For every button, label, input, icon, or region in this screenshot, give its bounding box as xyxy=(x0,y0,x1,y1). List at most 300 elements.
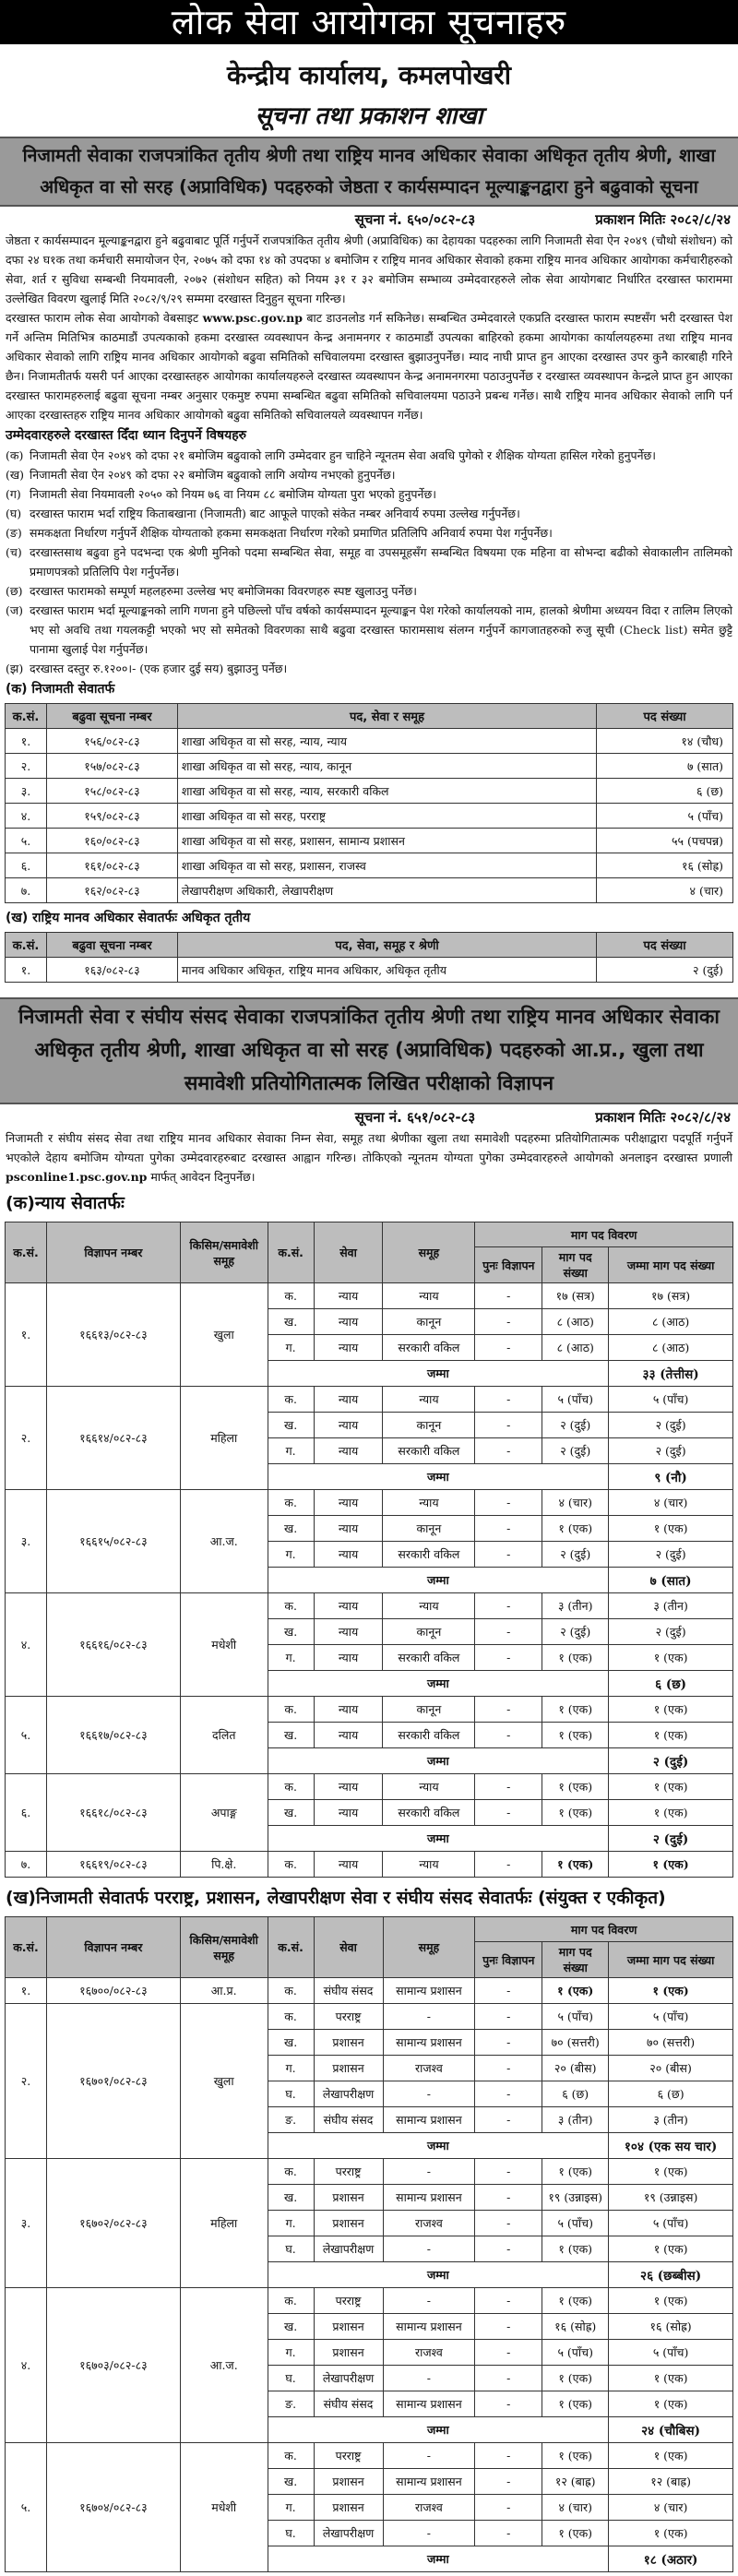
advertisement-number: १६७०३/०८२-८३ xyxy=(46,2288,180,2443)
serial-number: ५. xyxy=(6,829,47,853)
re-advertised: - xyxy=(475,1490,542,1516)
total-post-count: १२ (बाह्र) xyxy=(609,2469,733,2495)
table-row xyxy=(6,829,733,853)
inclusion-group: महिला xyxy=(180,1387,268,1490)
promotion-notice-number: १६१/०८२-८३ xyxy=(46,853,177,878)
inclusion-group: आ.प्र. xyxy=(180,1978,268,2004)
service: प्रशासन xyxy=(314,2211,383,2236)
sub-serial: क. xyxy=(268,2159,314,2185)
sub-serial: ख. xyxy=(268,1516,314,1542)
sub-serial: ख. xyxy=(268,2469,314,2495)
total-value: २ (दुई) xyxy=(609,1748,733,1774)
table-row xyxy=(6,1774,733,1800)
post-count: १ (एक) xyxy=(542,2366,609,2391)
post-count: ७ (सात) xyxy=(597,754,733,779)
re-advertised: - xyxy=(475,2056,542,2081)
samuha: सरकारी वकिल xyxy=(383,1645,475,1671)
sub-serial: ग. xyxy=(268,2056,314,2081)
column-header-posts: माग पद संख्या xyxy=(542,1247,609,1283)
samuha: सामान्य प्रशासन xyxy=(383,2391,475,2417)
post-count: १६ (सोह्र) xyxy=(597,853,733,878)
service: लेखापरीक्षण xyxy=(314,2236,383,2262)
service: लेखापरीक्षण xyxy=(314,2366,383,2391)
post-count: १ (एक) xyxy=(542,2288,609,2314)
sub-serial: ग. xyxy=(268,2495,314,2521)
post-count: १ (एक) xyxy=(542,1645,609,1671)
service: प्रशासन xyxy=(314,2495,383,2521)
total-value: १८ (अठार) xyxy=(609,2546,733,2572)
total-value: ९ (नौ) xyxy=(609,1464,733,1490)
re-advertised: - xyxy=(475,2004,542,2030)
service: न्याय xyxy=(314,1283,383,1309)
total-post-count: १९ (उन्नाइस) xyxy=(609,2185,733,2211)
instruction-text: दरखास्तसाथ बढुवा हुने पदभन्दा एक श्रेणी मुनिको पदमा सम्बन्धित सेवा, समूह वा उपसमूहसँग सम्बन्धित विषयमा एक महिना वा सोभन्दा बढीको सेवाकालीन तालिमको प्रमाणपत्रको प्रतिलिपि पेश गर्नुपर्नेछ। xyxy=(30,545,732,578)
re-advertised: - xyxy=(475,2236,542,2262)
total-label: जम्मा xyxy=(268,2133,609,2159)
total-post-count: ५ (पाँच) xyxy=(609,2211,733,2236)
re-advertised: - xyxy=(475,2159,542,2185)
column-header: पद संख्या xyxy=(597,704,733,729)
column-header: क.सं. xyxy=(6,933,47,958)
instruction-item xyxy=(6,581,732,601)
total-post-count: १७ (सत्र) xyxy=(609,1283,733,1309)
samuha: सामान्य प्रशासन xyxy=(383,2314,475,2340)
re-advertised: - xyxy=(475,1413,542,1438)
post-count: १ (एक) xyxy=(542,2236,609,2262)
instruction-key: (ख) xyxy=(6,468,24,482)
post-count: २ (दुई) xyxy=(542,1542,609,1568)
sub-serial: घ. xyxy=(268,2081,314,2107)
samuha: सरकारी वकिल xyxy=(383,1438,475,1464)
serial-number: ५. xyxy=(6,1697,47,1774)
table-row xyxy=(6,1593,733,1619)
total-label: जम्मा xyxy=(268,2262,609,2288)
sub-serial: क. xyxy=(268,1593,314,1619)
service: न्याय xyxy=(314,1387,383,1413)
para2-text-pre: दरखास्त फाराम लोक सेवा आयोगको वेबसाइट xyxy=(6,311,199,325)
column-header-adv-no: विज्ञापन नम्बर xyxy=(46,1917,180,1978)
notice-number: सूचना नं. ६५१/०८२-८३ xyxy=(354,1109,476,1126)
total-post-count: २ (दुई) xyxy=(609,1542,733,1568)
total-post-count: १ (एक) xyxy=(609,1645,733,1671)
sub-serial: ग. xyxy=(268,1542,314,1568)
re-advertised: - xyxy=(475,2107,542,2133)
total-post-count: २ (दुई) xyxy=(609,1438,733,1464)
total-label: जम्मा xyxy=(268,1361,609,1387)
samuha: न्याय xyxy=(383,1283,475,1309)
serial-number: ३. xyxy=(6,1490,47,1593)
re-advertised: - xyxy=(475,1283,542,1309)
column-header-service: सेवा xyxy=(314,1917,383,1978)
inclusion-group: महिला xyxy=(180,2159,268,2288)
serial-number: ४. xyxy=(6,2288,47,2443)
samuha: - xyxy=(383,2004,475,2030)
serial-number: ४. xyxy=(6,804,47,829)
exam-advertisement-title: निजामती सेवा र संघीय संसद सेवाका राजपत्रांकित तृतीय श्रेणी तथा राष्ट्रिय मानव अधिकार सेवाका अधिकृत तृतीय श्रेणी, शाखा अधिकृत वा सो सरह (अप्राविधिक) पदहरुको आ.प्र., खुला तथा समावेशी प्रतियोगितात्मक लिखित परीक्षाको विज्ञापन xyxy=(0,997,738,1104)
promotion-notice-number: १५९/०८२-८३ xyxy=(46,804,177,829)
re-advertised: - xyxy=(475,2443,542,2469)
instruction-item xyxy=(6,465,732,484)
publish-date: प्रकाशन मितिः २०८२/८/२४ xyxy=(595,211,731,228)
promotion-notice-number: १६०/०८२-८३ xyxy=(46,829,177,853)
re-advertised: - xyxy=(475,1387,542,1413)
sub-serial: ख. xyxy=(268,1309,314,1335)
post-count: ३ (तीन) xyxy=(542,1593,609,1619)
psc-website-link[interactable]: www.psc.gov.np xyxy=(202,311,304,325)
total-post-count: २ (दुई) xyxy=(609,1619,733,1645)
serial-number: १. xyxy=(6,958,47,983)
column-header-sn: क.सं. xyxy=(6,1917,47,1978)
post-service-group: मानव अधिकार अधिकृत, राष्ट्रिय मानव अधिकार, अधिकृत तृतीय xyxy=(177,958,596,983)
exam-advertisement xyxy=(0,997,738,2572)
service: प्रशासन xyxy=(314,2469,383,2495)
column-header-group: किसिम/समावेशी समूह xyxy=(180,1917,268,1978)
total-post-count: १ (एक) xyxy=(609,2391,733,2417)
column-header: क.सं. xyxy=(6,704,47,729)
total-post-count: १ (एक) xyxy=(609,2288,733,2314)
re-advertised: - xyxy=(475,1542,542,1568)
instruction-item xyxy=(6,543,732,581)
table-row xyxy=(6,2288,733,2314)
total-post-count: १ (एक) xyxy=(609,2236,733,2262)
table-row xyxy=(6,1283,733,1309)
re-advertised: - xyxy=(475,2366,542,2391)
post-count: १ (एक) xyxy=(542,1516,609,1542)
post-count: ८ (आठ) xyxy=(542,1335,609,1361)
samuha: राजश्व xyxy=(383,2056,475,2081)
para2-text-post: बाट डाउनलोड गर्न सकिनेछ। सम्बन्धित उम्मेदवारले एकप्रति दरखास्त फाराम स्पष्टसँग भरी दरखास्त पेश गर्ने अन्तिम मितिभित्र काठमाडौं उपत्यकाको हकमा दरखास्त व्यवस्थापन केन्द्र अनामनगर र काठमाडौं उपत्यका बाहिरको हकमा आयोगका कार्यालयहरुमा तथा राष्ट्रिय मानव अधिकार सेवाको लागि राष्ट्रिय मानव अधिकार आयोगको बढुवा समितिको सचिवालयमा दरखास्त बुझाउनुपर्नेछ। म्याद नाघी प्राप्त हुन आएका दरखास्त उपर कुनै कारबाही गरिने छैन। निजामतीतर्फ यसरी पर्न आएका दरखास्तहरु आयोगका कार्यालयहरुले दरखास्त व्यवस्थापन केन्द्र अनामनगरमा पठाउनुपर्नेछ र दरखास्त व्यवस्थापन केन्द्रले प्राप्त हुन आएका दरखास्त फारामहरुलाई बढुवा सूचना नम्बर अनुसार एकमुष्ट रुपमा सम्बन्धित बढुवा समितिको सचिवालयमा पठाउने प्रबन्ध गर्नेछ। साथै राष्ट्रिय मानव अधिकार सेवाको लागि पर्न आएका दरखास्तहरु राष्ट्रिय मानव अधिकार आयोगको बढुवा समितिको सचिवालयले व्यवस्थापन गर्नेछ। xyxy=(6,311,732,422)
total-label: जम्मा xyxy=(268,2546,609,2572)
instruction-key: (ग) xyxy=(6,487,21,501)
re-advertised: - xyxy=(475,1774,542,1800)
notice-paragraph-1: जेष्ठता र कार्यसम्पादन मूल्याङ्कनद्वारा हुने बढुवाबाट पूर्ति गर्नुपर्ने राजपत्रांकित तृतीय श्रेणी (अप्राविधिक) का देहायका पदहरुका लागि निजामती सेवा ऐन २०४९ (चौथो संशोधन) को दफा २४ घ१क तथा कर्मचारी समायोजन ऐन, २०७५ को दफा १४ को उपदफा ४ बमोजिम र राष्ट्रिय मानव अधिकार सेवाको हकमा राष्ट्रिय मानव अधिकार आयोगका कर्मचारीहरुको सेवा, शर्त र सुविधा सम्बन्धी नियमावली, २०७२ (संशोधन सहित) को नियम ३१ र ३२ बमोजिम सम्भाव्य उम्मेदवारहरुले लोक सेवा आयोगबाट निर्धारित दरखास्त फाराममा उल्लेखित विवरण खुलाई मिति २०८२/९/२९ सम्ममा दरखास्त दिनुहुन सूचना गरिन्छ। xyxy=(6,233,732,305)
service: न्याय xyxy=(314,1619,383,1645)
re-advertised: - xyxy=(475,1697,542,1723)
sub-serial: क. xyxy=(268,1283,314,1309)
instruction-text: दरखास्त फाराम भर्दा मूल्याङ्कनको लागि गणना हुने पछिल्लो पाँच वर्षको कार्यसम्पादन मूल्याङ्कन पेश गरेको कार्यालयको नाम, हालको श्रेणीमा अध्ययन विदा र तालिम लिएको भए सो अवधि तथा गयलकट्टी भएको भए सो समेतको विवरणका साथै बढुवा दरखास्त फारामसाथ संलग्न गर्नुपर्ने कागजातहरुको रुजु सूची (Check list) समेत छुट्टै पानामा खुलाई पेश गर्नुपर्नेछ। xyxy=(30,603,732,656)
service: न्याय xyxy=(314,1413,383,1438)
total-post-count: १ (एक) xyxy=(609,1978,733,2004)
samuha: न्याय xyxy=(383,1774,475,1800)
total-post-count: १ (एक) xyxy=(609,2366,733,2391)
post-count: १९ (उन्नाइस) xyxy=(542,2185,609,2211)
service: परराष्ट्र xyxy=(314,2288,383,2314)
table-row xyxy=(6,958,733,983)
notice-meta xyxy=(0,1104,738,1128)
table-row xyxy=(6,1852,733,1878)
re-advertised: - xyxy=(475,2288,542,2314)
column-header-posts: माग पद संख्या xyxy=(542,1942,609,1978)
sub-serial: ङ. xyxy=(268,2391,314,2417)
total-post-count: ५ (पाँच) xyxy=(609,1387,733,1413)
sub-serial: ग. xyxy=(268,1335,314,1361)
sub-serial: ङ. xyxy=(268,2107,314,2133)
post-count: ५ (पाँच) xyxy=(542,2340,609,2366)
column-header-samuha: समूह xyxy=(383,1222,475,1283)
instruction-item xyxy=(6,659,732,678)
column-header: पद, सेवा, समूह र श्रेणी xyxy=(177,933,596,958)
service: संघीय संसद xyxy=(314,1978,383,2004)
total-label: जम्मा xyxy=(268,1826,609,1852)
serial-number: ३. xyxy=(6,779,47,804)
serial-number: २. xyxy=(6,2004,47,2159)
table-row xyxy=(6,729,733,754)
inclusion-group: अपाङ्ग xyxy=(180,1774,268,1852)
table-row xyxy=(6,1697,733,1723)
column-header-demand: माग पद विवरण xyxy=(475,1917,733,1942)
post-count: ७० (सत्तरी) xyxy=(542,2030,609,2056)
total-label: जम्मा xyxy=(268,1748,609,1774)
sub-serial: ख. xyxy=(268,2314,314,2340)
instruction-key: (ङ) xyxy=(6,526,22,540)
column-header-readv: पुनः विज्ञापन xyxy=(475,1247,542,1283)
serial-number: ४. xyxy=(6,1593,47,1697)
service: न्याय xyxy=(314,1593,383,1619)
promotion-notice-number: १५७/०८२-८३ xyxy=(46,754,177,779)
table-row xyxy=(6,853,733,878)
advertisement-number: १६७०४/०८२-८३ xyxy=(46,2443,180,2572)
service: परराष्ट्र xyxy=(314,2159,383,2185)
instruction-key: (च) xyxy=(6,545,22,559)
post-count: ४ (चार) xyxy=(542,1490,609,1516)
instruction-key: (घ) xyxy=(6,507,22,520)
samuha: - xyxy=(383,2443,475,2469)
samuha: सामान्य प्रशासन xyxy=(383,1978,475,2004)
total-post-count: १ (एक) xyxy=(609,1697,733,1723)
total-post-count: २० (बीस) xyxy=(609,2056,733,2081)
total-value: २६ (छब्बीस) xyxy=(609,2262,733,2288)
advertisement-number: १६६१७/०८२-८३ xyxy=(46,1697,180,1774)
sub-serial: ख. xyxy=(268,2030,314,2056)
total-post-count: ५ (पाँच) xyxy=(609,2004,733,2030)
inclusion-group: मधेशी xyxy=(180,2443,268,2572)
page-banner: लोक सेवा आयोगका सूचनाहरु xyxy=(0,0,738,44)
post-service-group: शाखा अधिकृत वा सो सरह, प्रशासन, सामान्य प्रशासन xyxy=(177,829,596,853)
advertisement-number: १६६१८/०८२-८३ xyxy=(46,1774,180,1852)
post-count: ३ (तीन) xyxy=(542,2107,609,2133)
service: न्याय xyxy=(314,1723,383,1748)
total-post-count: ६ (छ) xyxy=(609,2081,733,2107)
samuha: सामान्य प्रशासन xyxy=(383,2030,475,2056)
advertisement-number: १६६१४/०८२-८३ xyxy=(46,1387,180,1490)
total-label: जम्मा xyxy=(268,1464,609,1490)
re-advertised: - xyxy=(475,2081,542,2107)
inclusion-group: खुला xyxy=(180,2004,268,2159)
sub-serial: क. xyxy=(268,1852,314,1878)
sub-serial: ग. xyxy=(268,1438,314,1464)
post-count: २० (बीस) xyxy=(542,2056,609,2081)
total-post-count: १ (एक) xyxy=(609,2443,733,2469)
samuha: कानून xyxy=(383,1619,475,1645)
sub-serial: क. xyxy=(268,2004,314,2030)
office-name: केन्द्रीय कार्यालय, कमलपोखरी xyxy=(226,60,512,90)
service: न्याय xyxy=(314,1490,383,1516)
sub-serial: क. xyxy=(268,1387,314,1413)
samuha: - xyxy=(383,2081,475,2107)
sub-serial: क. xyxy=(268,1490,314,1516)
psconline-link[interactable]: psconline1.psc.gov.np xyxy=(6,1170,148,1184)
post-count: ५ (पाँच) xyxy=(542,1387,609,1413)
samuha: राजश्व xyxy=(383,2340,475,2366)
post-count: २ (दुई) xyxy=(542,1438,609,1464)
instruction-item xyxy=(6,504,732,523)
instruction-text: दरखास्त दस्तुर रु.१२००।- (एक हजार दुई सय) बुझाउनु पर्नेछ। xyxy=(30,662,288,675)
sub-serial: ख. xyxy=(268,1619,314,1645)
inclusion-group: खुला xyxy=(180,1283,268,1387)
post-count: ५ (पाँच) xyxy=(597,804,733,829)
column-header: बढुवा सूचना नम्बर xyxy=(46,933,177,958)
post-count: १४ (चौध) xyxy=(597,729,733,754)
re-advertised: - xyxy=(475,1335,542,1361)
table-row xyxy=(6,878,733,903)
total-post-count: १ (एक) xyxy=(609,1723,733,1748)
sub-serial: ख. xyxy=(268,1413,314,1438)
serial-number: १. xyxy=(6,1283,47,1387)
re-advertised: - xyxy=(475,1800,542,1826)
instruction-key: (ज) xyxy=(6,603,24,617)
samuha: कानून xyxy=(383,1697,475,1723)
sub-serial: ग. xyxy=(268,2340,314,2366)
advertisement-number: १६७०२/०८२-८३ xyxy=(46,2159,180,2288)
table-header-row xyxy=(6,933,733,958)
service: न्याय xyxy=(314,1335,383,1361)
serial-number: २. xyxy=(6,1387,47,1490)
re-advertised: - xyxy=(475,1438,542,1464)
instruction-item xyxy=(6,523,732,543)
advertisement-number: १६६१३/०८२-८३ xyxy=(46,1283,180,1387)
samuha: सामान्य प्रशासन xyxy=(383,2469,475,2495)
service: न्याय xyxy=(314,1697,383,1723)
total-post-count: २ (दुई) xyxy=(609,1413,733,1438)
re-advertised: - xyxy=(475,1619,542,1645)
post-service-group: शाखा अधिकृत वा सो सरह, न्याय, न्याय xyxy=(177,729,596,754)
service: न्याय xyxy=(314,1309,383,1335)
serial-number: ३. xyxy=(6,2159,47,2288)
service: लेखापरीक्षण xyxy=(314,2521,383,2546)
samuha: सरकारी वकिल xyxy=(383,1800,475,1826)
post-count: १ (एक) xyxy=(542,1697,609,1723)
samuha: न्याय xyxy=(383,1387,475,1413)
samuha: राजश्व xyxy=(383,2211,475,2236)
post-service-group: शाखा अधिकृत वा सो सरह, परराष्ट्र xyxy=(177,804,596,829)
serial-number: ६. xyxy=(6,853,47,878)
instruction-text: दरखास्त फाराम भर्दा राष्ट्रिय किताबखाना (निजामती) बाट आफूले पाएको संकेत नम्बर अनिवार्य रुपमा उल्लेख गर्नुपर्नेछ। xyxy=(30,507,520,520)
samuha: न्याय xyxy=(383,1852,475,1878)
sub-serial: क. xyxy=(268,2288,314,2314)
samuha: राजश्व xyxy=(383,2495,475,2521)
post-count: २ (दुई) xyxy=(542,1619,609,1645)
column-header-samuha: समूह xyxy=(383,1917,475,1978)
serial-number: ५. xyxy=(6,2443,47,2572)
service: प्रशासन xyxy=(314,2056,383,2081)
post-count: ५ (पाँच) xyxy=(542,2211,609,2236)
total-value: ६ (छ) xyxy=(609,1671,733,1697)
post-count: २ (दुई) xyxy=(597,958,733,983)
section-a-heading: (क) निजामती सेवातर्फ xyxy=(6,682,115,697)
samuha: न्याय xyxy=(383,1593,475,1619)
post-count: ६ (छ) xyxy=(597,779,733,804)
ad-text-post: मार्फत् आवेदन दिनुपर्नेछ। xyxy=(150,1170,256,1184)
total-post-count: ४ (चार) xyxy=(609,2495,733,2521)
promotion-notice-number: १५६/०८२-८३ xyxy=(46,729,177,754)
column-header-readv: पुनः विज्ञापन xyxy=(475,1942,542,1978)
re-advertised: - xyxy=(475,2030,542,2056)
table-row xyxy=(6,804,733,829)
section-b-heading: (ख) राष्ट्रिय मानव अधिकार सेवातर्फः अधिकृत तृतीय xyxy=(6,911,251,925)
table-header-row xyxy=(6,1917,733,1942)
total-post-count: १ (एक) xyxy=(609,1774,733,1800)
re-advertised: - xyxy=(475,1978,542,2004)
post-count: १ (एक) xyxy=(542,2391,609,2417)
sub-serial: ख. xyxy=(268,2185,314,2211)
instruction-key: (छ) xyxy=(6,584,23,598)
total-post-count: ७० (सत्तरी) xyxy=(609,2030,733,2056)
re-advertised: - xyxy=(475,2340,542,2366)
serial-number: ७. xyxy=(6,1852,47,1878)
notice-number: सूचना नं. ६५०/०८२-८३ xyxy=(354,211,476,228)
post-count: ६ (छ) xyxy=(542,2081,609,2107)
service: लेखापरीक्षण xyxy=(314,2081,383,2107)
samuha: कानून xyxy=(383,1413,475,1438)
service: न्याय xyxy=(314,1852,383,1878)
total-value: १०४ (एक सय चार) xyxy=(609,2133,733,2159)
service: परराष्ट्र xyxy=(314,2004,383,2030)
re-advertised: - xyxy=(475,2469,542,2495)
inclusion-group: आ.ज. xyxy=(180,2288,268,2443)
total-post-count: १ (एक) xyxy=(609,1516,733,1542)
post-count: १७ (सत्र) xyxy=(542,1283,609,1309)
post-count: १ (एक) xyxy=(542,1723,609,1748)
service: न्याय xyxy=(314,1438,383,1464)
total-post-count: ४ (चार) xyxy=(609,1490,733,1516)
column-header-sn: क.सं. xyxy=(6,1222,47,1283)
instruction-item xyxy=(6,601,732,659)
table-row xyxy=(6,1387,733,1413)
samuha: न्याय xyxy=(383,1490,475,1516)
promotion-notice-number: १६३/०८२-८३ xyxy=(46,958,177,983)
total-post-count: १ (एक) xyxy=(609,1852,733,1878)
samuha: - xyxy=(383,2159,475,2185)
service: न्याय xyxy=(314,1542,383,1568)
samuha: सरकारी वकिल xyxy=(383,1335,475,1361)
re-advertised: - xyxy=(475,2314,542,2340)
advertisement-number: १६६१९/०८२-८३ xyxy=(46,1852,180,1878)
re-advertised: - xyxy=(475,1516,542,1542)
column-header-total-posts: जम्मा माग पद संख्या xyxy=(609,1942,733,1978)
inclusion-group: मधेशी xyxy=(180,1593,268,1697)
notice-paragraph-2 xyxy=(0,308,738,424)
post-service-group: शाखा अधिकृत वा सो सरह, प्रशासन, राजस्व xyxy=(177,853,596,878)
post-count: १ (एक) xyxy=(542,2443,609,2469)
instruction-text: निजामती सेवा ऐन २०४९ को दफा २१ बमोजिम बढुवाको लागि उम्मेदवार हुन चाहिने न्यूनतम सेवा अवधि पुगेको र शैक्षिक योग्यता हासिल गरेको हुनुपर्नेछ। xyxy=(30,448,657,462)
samuha: सरकारी वकिल xyxy=(383,1542,475,1568)
instruction-item xyxy=(6,484,732,504)
instructions-list xyxy=(0,446,738,678)
promotion-notice xyxy=(0,137,738,983)
service: संघीय संसद xyxy=(314,2107,383,2133)
advertisement-paragraph xyxy=(0,1128,738,1187)
column-header-service: सेवा xyxy=(314,1222,383,1283)
service: प्रशासन xyxy=(314,2030,383,2056)
table-header-row xyxy=(6,1222,733,1247)
sub-serial: ख. xyxy=(268,1800,314,1826)
post-service-group: लेखापरीक्षण अधिकारी, लेखापरीक्षण xyxy=(177,878,596,903)
total-post-count: १६ (सोह्र) xyxy=(609,2314,733,2340)
serial-number: २. xyxy=(6,754,47,779)
table-row xyxy=(6,2004,733,2030)
serial-number: ६. xyxy=(6,1774,47,1852)
total-post-count: ८ (आठ) xyxy=(609,1335,733,1361)
